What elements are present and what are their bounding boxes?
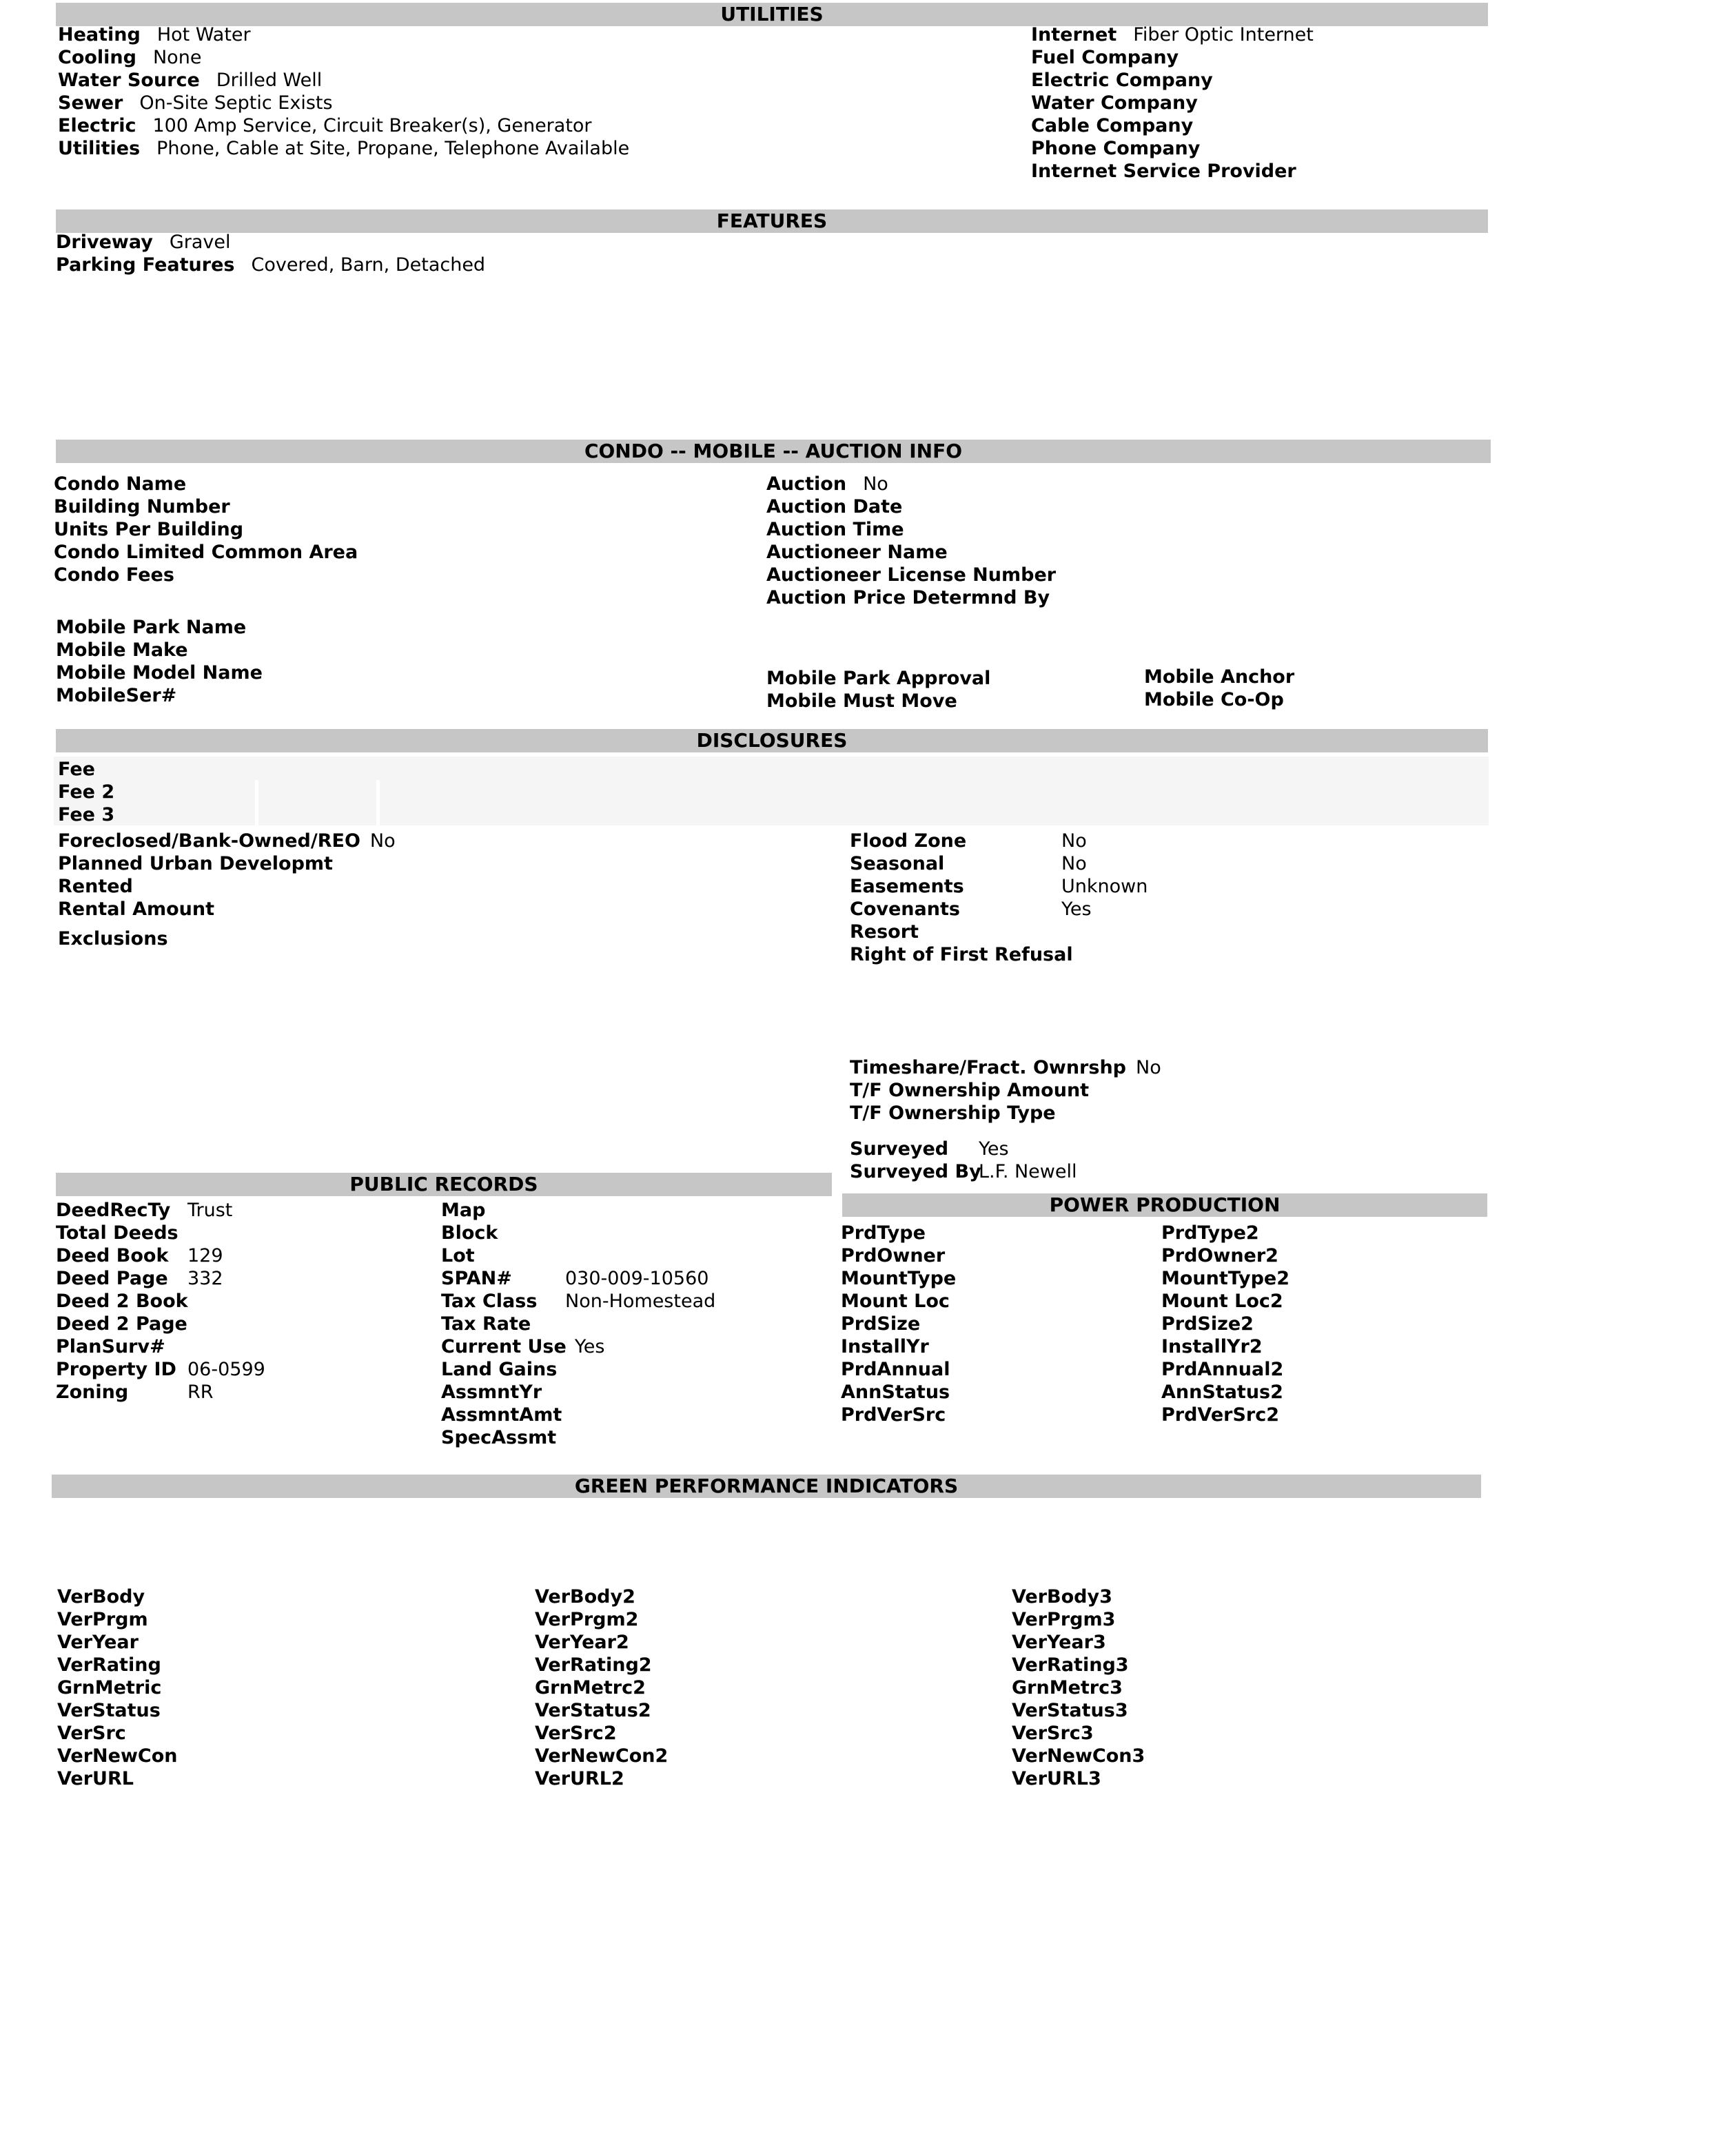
green-field-label: VerPrgm xyxy=(57,1609,148,1630)
green-field-label: VerSrc xyxy=(57,1723,126,1744)
record-field-label: AssmntYr xyxy=(441,1382,542,1403)
field-label: Cable Company xyxy=(1031,115,1194,136)
utilities-field xyxy=(58,23,251,46)
record-field-value: 332 xyxy=(187,1268,223,1289)
field-value: Yes xyxy=(574,1336,605,1357)
condo-field-label: Building Number xyxy=(54,496,230,517)
record-field-label: DeedRecTy xyxy=(56,1200,171,1221)
field-label: Water Source xyxy=(58,70,200,91)
fee-table xyxy=(54,757,1489,825)
green-field-label: VerNewCon2 xyxy=(535,1745,669,1767)
green-field-label: VerBody3 xyxy=(1012,1586,1112,1608)
record-field-label: Zoning xyxy=(56,1382,129,1403)
field-label: Phone Company xyxy=(1031,138,1201,159)
field-value: Phone, Cable at Site, Propane, Telephone Available xyxy=(156,138,630,159)
utilities-field xyxy=(1031,114,1193,137)
mobile-field-label: Mobile Park Name xyxy=(56,617,247,638)
disclosure-field-label: Easements xyxy=(850,876,964,897)
field-label: Electric Company xyxy=(1031,70,1213,91)
power-field-label: PrdVerSrc2 xyxy=(1161,1404,1280,1426)
power-field-label: MountType xyxy=(841,1268,957,1289)
field-label: Heating xyxy=(58,24,141,45)
utilities-field xyxy=(58,114,592,137)
green-field-label: VerYear xyxy=(57,1632,139,1653)
field-label: Driveway xyxy=(56,232,153,253)
record-field-label: Lot xyxy=(441,1245,475,1266)
utilities-field xyxy=(1031,23,1314,46)
green-field-label: VerYear2 xyxy=(535,1632,629,1653)
record-field xyxy=(441,1335,604,1358)
field-label: Timeshare/Fract. Ownrshp xyxy=(850,1057,1126,1078)
power-field-label: PrdAnnual xyxy=(841,1359,950,1380)
record-field-value: 129 xyxy=(187,1245,223,1266)
fee-label: Fee 2 xyxy=(58,781,115,803)
survey-field-label: Surveyed xyxy=(850,1138,949,1160)
field-value: Drilled Well xyxy=(216,70,323,91)
green-field-label: VerSrc3 xyxy=(1012,1723,1094,1744)
green-field-label: VerPrgm3 xyxy=(1012,1609,1116,1630)
record-field-label: SPAN# xyxy=(441,1268,512,1289)
mobile-field-label: MobileSer# xyxy=(56,685,177,706)
field-value: Covered, Barn, Detached xyxy=(251,254,486,276)
record-field-label: Deed Page xyxy=(56,1268,168,1289)
record-field-label: Tax Rate xyxy=(441,1313,531,1335)
mobile-field-label: Mobile Make xyxy=(56,639,188,661)
field-label: Electric xyxy=(58,115,136,136)
exclusions-label: Exclusions xyxy=(58,928,168,949)
features-field xyxy=(56,231,231,254)
disclosure-field-label: Seasonal xyxy=(850,853,945,874)
disclosures-header: DISCLOSURES xyxy=(56,729,1488,752)
green-field-label: VerURL xyxy=(57,1768,134,1789)
auction-field-label: Auctioneer Name xyxy=(766,542,948,563)
utilities-field xyxy=(1031,69,1213,92)
green-field-label: VerRating2 xyxy=(535,1654,652,1676)
green-field-label: VerStatus xyxy=(57,1700,161,1721)
power-field-label: PrdSize2 xyxy=(1161,1313,1254,1335)
green-field-label: VerYear3 xyxy=(1012,1632,1106,1653)
record-field-label: PlanSurv# xyxy=(56,1336,165,1357)
green-field-label: VerBody xyxy=(57,1586,145,1608)
green-field-label: VerStatus3 xyxy=(1012,1700,1128,1721)
green-field-label: VerBody2 xyxy=(535,1586,635,1608)
utilities-field xyxy=(1031,46,1179,69)
condo-field-label: Condo Limited Common Area xyxy=(54,542,358,563)
green-field-label: VerSrc2 xyxy=(535,1723,617,1744)
green-field-label: VerNewCon3 xyxy=(1012,1745,1145,1767)
field-value: On-Site Septic Exists xyxy=(139,92,333,114)
condo-field-label: Condo Name xyxy=(54,473,187,495)
utilities-field xyxy=(58,92,333,114)
utilities-field xyxy=(1031,92,1198,114)
condo-field-label: Condo Fees xyxy=(54,564,174,586)
field-label: Cooling xyxy=(58,47,136,68)
mobile-field-label: Mobile Co-Op xyxy=(1144,689,1284,710)
auction-field-label: Auction Time xyxy=(766,519,904,540)
disclosure-field-label: Right of First Refusal xyxy=(850,944,1073,965)
record-field-label: Deed 2 Book xyxy=(56,1291,188,1312)
disclosure-field xyxy=(58,830,396,852)
green-field-label: GrnMetric xyxy=(57,1677,162,1698)
auction-field-label: Auctioneer License Number xyxy=(766,564,1057,586)
record-field-value: Trust xyxy=(187,1200,233,1221)
record-field-label: Property ID xyxy=(56,1359,176,1380)
power-field-label: AnnStatus2 xyxy=(1161,1382,1283,1403)
field-value: No xyxy=(863,473,888,495)
field-label: Fuel Company xyxy=(1031,47,1179,68)
disclosure-field-value: Yes xyxy=(1061,899,1092,920)
record-field-value: RR xyxy=(187,1382,214,1403)
field-label: Foreclosed/Bank-Owned/REO xyxy=(58,830,360,852)
field-label: Utilities xyxy=(58,138,141,159)
utilities-field xyxy=(58,46,201,69)
disclosure-field-value: No xyxy=(1061,853,1087,874)
green-field-label: GrnMetrc2 xyxy=(535,1677,646,1698)
field-value: Gravel xyxy=(169,232,231,253)
utilities-field xyxy=(1031,137,1200,160)
power-field-label: InstallYr2 xyxy=(1161,1336,1263,1357)
features-field xyxy=(56,254,485,276)
field-label: Auction xyxy=(766,473,847,495)
record-field-value: Non-Homestead xyxy=(565,1291,716,1312)
record-field-value: 06-0599 xyxy=(187,1359,265,1380)
fee-label: Fee 3 xyxy=(58,804,115,825)
auction-field xyxy=(766,473,888,495)
power-field-label: PrdAnnual2 xyxy=(1161,1359,1284,1380)
green-performance-header: GREEN PERFORMANCE INDICATORS xyxy=(52,1475,1481,1498)
record-field-value: 030-009-10560 xyxy=(565,1268,709,1289)
record-field-label: Deed Book xyxy=(56,1245,169,1266)
power-field-label: InstallYr xyxy=(841,1336,929,1357)
disclosure-field-label: Planned Urban Developmt xyxy=(58,853,333,874)
power-field-label: PrdSize xyxy=(841,1313,921,1335)
green-field-label: VerRating xyxy=(57,1654,161,1676)
utilities-field xyxy=(1031,160,1296,183)
field-label: Internet Service Provider xyxy=(1031,161,1296,182)
disclosure-field-label: Rental Amount xyxy=(58,899,215,920)
features-header: FEATURES xyxy=(56,209,1488,233)
record-field-label: Total Deeds xyxy=(56,1222,179,1244)
mobile-field-label: Mobile Anchor xyxy=(1144,666,1295,688)
disclosure-field-label: Resort xyxy=(850,921,919,943)
timeshare-field-label: T/F Ownership Type xyxy=(850,1102,1056,1124)
field-label: Sewer xyxy=(58,92,123,114)
fee-divider xyxy=(255,780,258,825)
field-label: Parking Features xyxy=(56,254,235,276)
record-field-label: SpecAssmt xyxy=(441,1427,557,1448)
green-field-label: VerURL2 xyxy=(535,1768,624,1789)
power-field-label: AnnStatus xyxy=(841,1382,950,1403)
disclosure-field-value: Unknown xyxy=(1061,876,1148,897)
field-label: Internet xyxy=(1031,24,1117,45)
green-field-label: VerRating3 xyxy=(1012,1654,1129,1676)
disclosure-field-label: Rented xyxy=(58,876,133,897)
disclosure-field-value: No xyxy=(1061,830,1087,852)
field-value: No xyxy=(369,830,396,852)
green-field-label: VerPrgm2 xyxy=(535,1609,639,1630)
survey-field-value: L.F. Newell xyxy=(979,1161,1077,1182)
utilities-field xyxy=(58,137,629,160)
utilities-header: UTILITIES xyxy=(56,3,1488,26)
condo-field-label: Units Per Building xyxy=(54,519,244,540)
green-field-label: VerNewCon xyxy=(57,1745,178,1767)
field-value: No xyxy=(1136,1057,1161,1078)
mobile-field-label: Mobile Must Move xyxy=(766,690,957,712)
power-field-label: PrdOwner xyxy=(841,1245,946,1266)
condo-mobile-auction-header: CONDO -- MOBILE -- AUCTION INFO xyxy=(56,440,1491,463)
record-field-label: Deed 2 Page xyxy=(56,1313,187,1335)
fee-label: Fee xyxy=(58,759,95,780)
auction-field-label: Auction Price Determnd By xyxy=(766,587,1050,608)
mobile-field-label: Mobile Model Name xyxy=(56,662,263,684)
record-field-label: Block xyxy=(441,1222,498,1244)
field-label: Current Use xyxy=(441,1336,567,1357)
auction-field-label: Auction Date xyxy=(766,496,903,517)
disclosure-field-label: Flood Zone xyxy=(850,830,967,852)
power-field-label: Mount Loc xyxy=(841,1291,950,1312)
power-field-label: PrdVerSrc xyxy=(841,1404,946,1426)
green-field-label: VerStatus2 xyxy=(535,1700,651,1721)
mobile-field-label: Mobile Park Approval xyxy=(766,668,991,689)
green-field-label: VerURL3 xyxy=(1012,1768,1101,1789)
power-field-label: PrdType xyxy=(841,1222,926,1244)
power-field-label: PrdOwner2 xyxy=(1161,1245,1278,1266)
green-field-label: GrnMetrc3 xyxy=(1012,1677,1123,1698)
field-value: 100 Amp Service, Circuit Breaker(s), Generator xyxy=(152,115,592,136)
timeshare-field-label: T/F Ownership Amount xyxy=(850,1080,1090,1101)
field-value: Hot Water xyxy=(156,24,251,45)
power-field-label: Mount Loc2 xyxy=(1161,1291,1283,1312)
utilities-field xyxy=(58,69,322,92)
power-field-label: MountType2 xyxy=(1161,1268,1290,1289)
record-field-label: Land Gains xyxy=(441,1359,558,1380)
survey-field-label: Surveyed By xyxy=(850,1161,981,1182)
power-field-label: PrdType2 xyxy=(1161,1222,1259,1244)
record-field-label: Map xyxy=(441,1200,486,1221)
timeshare-field xyxy=(850,1056,1161,1079)
fee-divider xyxy=(376,780,380,825)
public-records-header: PUBLIC RECORDS xyxy=(56,1173,832,1196)
field-value: Fiber Optic Internet xyxy=(1133,24,1314,45)
power-production-header: POWER PRODUCTION xyxy=(842,1193,1487,1217)
record-field-label: Tax Class xyxy=(441,1291,538,1312)
disclosure-field-label: Covenants xyxy=(850,899,960,920)
record-field-label: AssmntAmt xyxy=(441,1404,562,1426)
field-value: None xyxy=(152,47,202,68)
survey-field-value: Yes xyxy=(979,1138,1009,1160)
field-label: Water Company xyxy=(1031,92,1198,114)
